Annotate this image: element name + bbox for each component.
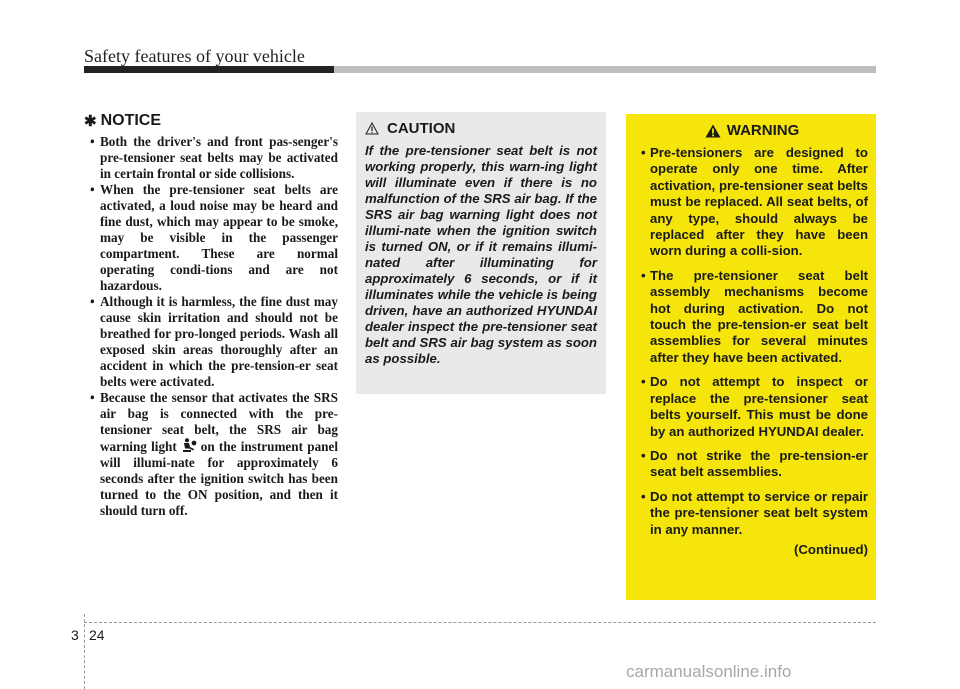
warning-heading: [636, 122, 868, 139]
notice-section: [84, 112, 338, 519]
warning-item: • Do not attempt to inspect or replace the pre-tensioner seat belts yourself. This must be done by an authorized HYUNDAI dealer.: [636, 374, 868, 440]
notice-heading: [84, 112, 338, 130]
warning-title: WARNING: [726, 122, 800, 139]
warning-item: • Do not attempt to service or repair the pre-tensioner seat belt system in any manner.: [636, 489, 868, 538]
caution-text: If the pre-tensioner seat belt is not working properly, this warn-ing light will illuminate even if there is no malfunction of the SRS air bag. If the SRS air bag warning light does not illumi-nate when the ignition switch is turned ON, or if it remains illumi-nated after illuminating for approximately 6 seconds, or if it illuminates while the vehicle is being driven, have an authorized HYUNDAI dealer inspect the pre-tensioner seat belt and SRS air bag system as soon as possible.: [365, 143, 597, 366]
caution-heading: [365, 120, 597, 137]
header-rule-accent: [84, 66, 334, 73]
watermark: carmanualsonline.info: [626, 662, 792, 681]
continued-label: (Continued): [794, 541, 868, 557]
caution-title: CAUTION: [387, 120, 456, 137]
footer-divider: [84, 622, 876, 623]
warning-triangle-icon: [705, 124, 721, 138]
warning-item: • Do not strike the pre-tension-er seat belt assemblies.: [636, 448, 868, 481]
notice-item: [84, 390, 338, 519]
warning-list: [636, 145, 868, 538]
notice-item: • Both the driver's and front pas-senger's pre-tensioner seat belts may be activated in certain frontal or side collisions.: [84, 134, 338, 182]
airbag-warning-icon: [181, 438, 197, 453]
notice-title: NOTICE: [100, 112, 162, 129]
chapter-number: 3: [71, 627, 79, 643]
caution-box: [356, 112, 606, 394]
footer-divider-vertical: [84, 614, 85, 689]
notice-item: • When the pre-tensioner seat belts are activated, a loud noise may be heard and fine dust, which may appear to be smoke, may be visible in the passenger compartment. These are normal operating condi-tions and are not hazardous.: [84, 182, 338, 294]
notice-item: • Although it is harmless, the fine dust may cause skin irritation and should not be breathed for pro-longed periods. Wash all exposed skin areas thoroughly after an accident in which the pre-tension-er seat belts were activated.: [84, 294, 338, 390]
notice-item-text-after: on the instrument panel will illumi-nate for approximately 6 seconds after the ignition switch has been turned to the ON position, and then it should turn off.: [100, 439, 339, 518]
warning-item: • Pre-tensioners are designed to operate only one time. After activation, pre-tensioner seat belts must be replaced. All seat belts, of any type, should always be replaced after they have been worn during a colli-sion.: [636, 145, 868, 260]
caution-triangle-icon: [365, 122, 379, 135]
page-header-title: Safety features of your vehicle: [84, 46, 305, 66]
page-number: 24: [89, 627, 105, 643]
warning-item: • The pre-tensioner seat belt assembly mechanisms become hot during activation. Do not touch the pre-tension-er seat belt assemblies for several minutes after they have been activated.: [636, 268, 868, 366]
warning-box: [626, 114, 876, 600]
notice-item-text-before: Because the sensor that activates the SRS air bag is connected with the pre-tensioner seat belt, the SRS air bag warning light: [100, 390, 338, 454]
notice-list: [84, 134, 338, 519]
star-icon: ✱: [84, 113, 97, 130]
